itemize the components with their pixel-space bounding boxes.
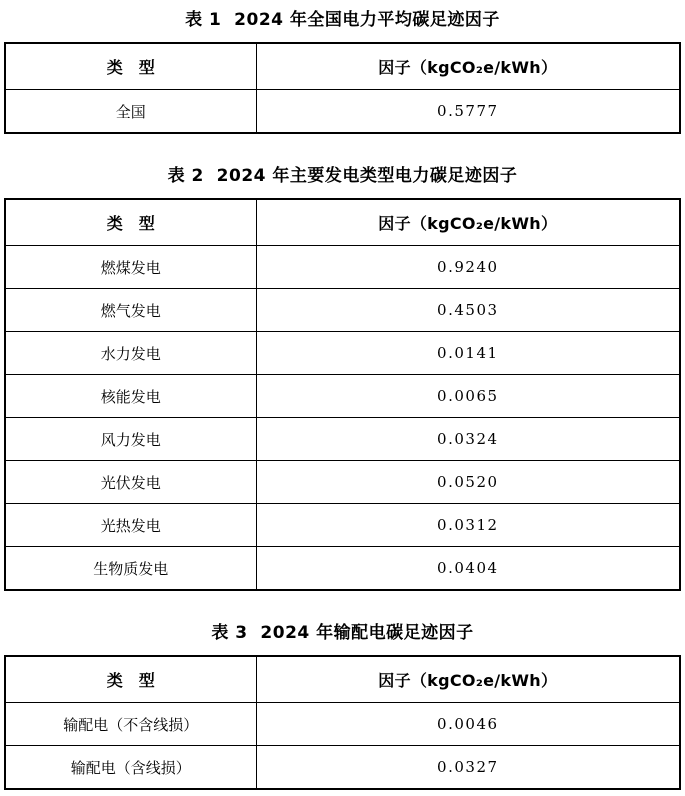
- type-cell: 风力发电: [5, 418, 256, 461]
- table-caption: 表 1 2024 年全国电力平均碳足迹因子: [185, 10, 500, 30]
- table-row: [5, 461, 680, 504]
- type-cell: 燃气发电: [5, 289, 256, 332]
- type-cell: 核能发电: [5, 375, 256, 418]
- factor-cell: 0.0520: [256, 461, 680, 504]
- factor-column-header: 因子（kgCO₂e/kWh）: [256, 656, 680, 703]
- table-row: [5, 504, 680, 547]
- type-cell: 光伏发电: [5, 461, 256, 504]
- type-cell: 全国: [5, 90, 256, 134]
- table-row: [5, 289, 680, 332]
- table-caption: 表 3 2024 年输配电碳足迹因子: [211, 623, 474, 643]
- table-row: [5, 547, 680, 591]
- factor-cell: 0.0312: [256, 504, 680, 547]
- factor-cell: 0.0065: [256, 375, 680, 418]
- type-cell: 输配电（含线损）: [5, 746, 256, 790]
- factor-cell: 0.4503: [256, 289, 680, 332]
- type-column-header: 类 型: [5, 43, 256, 90]
- header-row: [5, 43, 680, 90]
- table-row: [5, 246, 680, 289]
- factors-table: [4, 198, 681, 591]
- factor-column-header: 因子（kgCO₂e/kWh）: [256, 43, 680, 90]
- document: [0, 8, 685, 796]
- type-cell: 燃煤发电: [5, 246, 256, 289]
- factor-cell: 0.0327: [256, 746, 680, 790]
- factor-cell: 0.0046: [256, 703, 680, 746]
- table-caption: 表 2 2024 年主要发电类型电力碳足迹因子: [167, 166, 518, 186]
- factor-column-header: 因子（kgCO₂e/kWh）: [256, 199, 680, 246]
- table-row: [5, 746, 680, 790]
- table-row: [5, 703, 680, 746]
- table-row: [5, 375, 680, 418]
- table-row: [5, 418, 680, 461]
- header-row: [5, 199, 680, 246]
- table-row: [5, 332, 680, 375]
- factor-cell: 0.0324: [256, 418, 680, 461]
- type-cell: 光热发电: [5, 504, 256, 547]
- type-column-header: 类 型: [5, 656, 256, 703]
- table-row: [5, 90, 680, 134]
- type-cell: 输配电（不含线损）: [5, 703, 256, 746]
- factors-table: [4, 42, 681, 134]
- type-cell: 生物质发电: [5, 547, 256, 591]
- factor-cell: 0.0404: [256, 547, 680, 591]
- type-column-header: 类 型: [5, 199, 256, 246]
- type-cell: 水力发电: [5, 332, 256, 375]
- factor-cell: 0.5777: [256, 90, 680, 134]
- factors-table: [4, 655, 681, 790]
- factor-cell: 0.0141: [256, 332, 680, 375]
- header-row: [5, 656, 680, 703]
- factor-cell: 0.9240: [256, 246, 680, 289]
